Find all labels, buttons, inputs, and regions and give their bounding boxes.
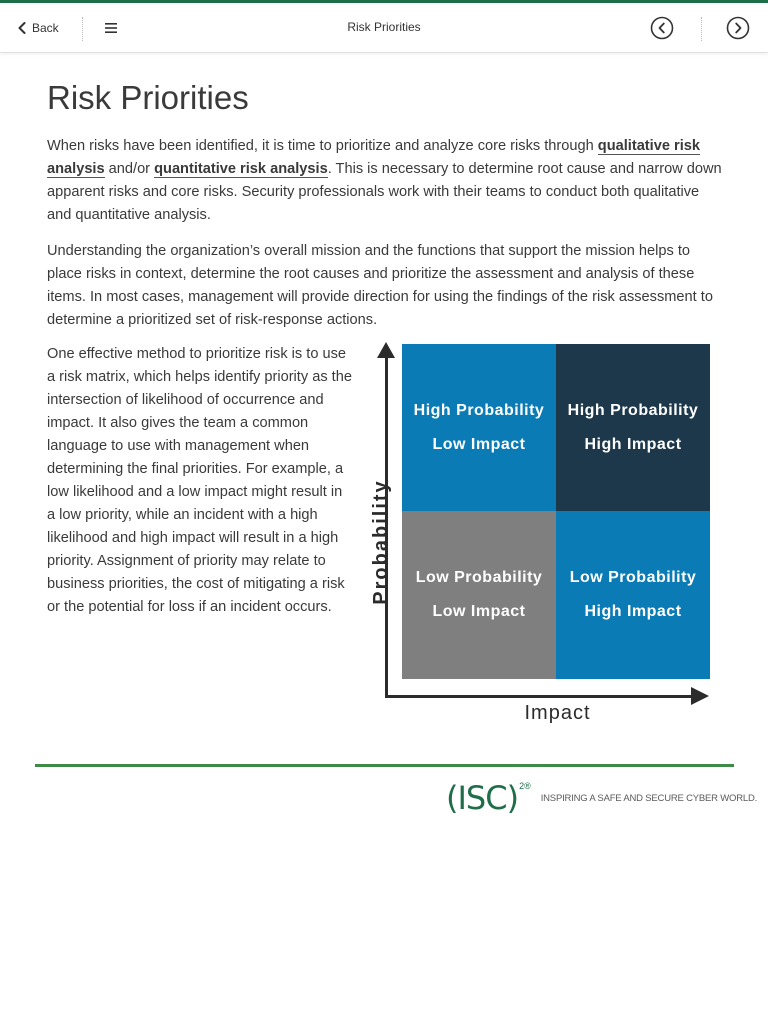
next-page-button[interactable] [726,16,750,40]
cell-line: High Probability [567,401,699,419]
risk-matrix-paragraph: One effective method to prioritize risk is to use a risk matrix, which helps identify priority as the intersection of likelihood of occurrence and impact. It also gives the team a common language to use with management when determining the final priorities. For example, a low likelihood and a low impact might result in a low priority, while an incident with a high likelihood and high impact will result in a high priority. Assignment of priority may relate to business priorities, the cost of mitigating a risk or the potential for loss if an incident occurs. [47,346,352,615]
text-span: . This is necessary to determine root cause and narrow down apparent risks and core risks. Security professionals work with their teams to conduct both qualitative and quantitative analysis. [47,161,722,223]
logo-tagline: INSPIRING A SAFE AND SECURE CYBER WORLD. [540,792,758,804]
matrix-cell-high-probability-high-impact [556,344,710,511]
cell-line: High Impact [584,435,682,453]
cell-line: High Probability [413,401,545,419]
cell-line: High Impact [584,603,682,620]
matrix-cell-low-probability-high-impact [556,511,710,679]
text-span: and/or [104,161,155,177]
cell-line: Low Probability [569,569,697,586]
divider [701,17,702,41]
matrix-cell-high-probability-low-impact [402,344,556,511]
main-content [47,78,722,345]
circle-chevron-right-icon [726,16,750,40]
back-label: Back [32,21,59,35]
hamburger-menu-icon [102,19,120,37]
risk-matrix-diagram [355,342,715,732]
isc2-logo [446,778,757,818]
menu-button[interactable] [102,19,120,37]
x-axis-arrowhead [691,687,709,705]
divider [82,17,83,41]
x-axis [385,695,695,698]
back-button[interactable] [18,17,59,39]
cell-line: Low Probability [415,569,543,586]
y-axis-label-text: Probability [370,479,392,605]
chevron-left-icon [18,22,26,34]
mission-paragraph: Understanding the organization’s overall mission and the functions that support the mission helps to place risks in context, determine the root causes and prioritize the assessment and analysis of these items. In most cases, management will provide direction for using the findings of the risk assessment to determine a prioritized set of risk-response actions. [47,243,713,328]
intro-paragraph [47,135,722,227]
logo-superscript: 2® [519,781,531,791]
text-span: When risks have been identified, it is time to prioritize and analyze core risks through [47,138,598,154]
cell-line: Low Impact [432,435,526,453]
topbar-title: Risk Priorities [347,20,421,34]
top-navigation-bar [0,3,768,53]
circle-chevron-left-icon [650,16,674,40]
matrix-cell-low-probability-low-impact [402,511,556,679]
footer-divider [35,764,734,767]
previous-page-button[interactable] [650,16,674,40]
logo-mark: (ISC) [446,779,519,817]
x-axis-label: Impact [524,702,591,724]
quantitative-risk-analysis-link[interactable]: quantitative risk analysis [154,161,328,177]
page-title: Risk Priorities [47,79,249,116]
cell-line: Low Impact [432,603,526,620]
qualitative-risk-analysis-link[interactable]: qualitative risk analysis [47,138,700,177]
